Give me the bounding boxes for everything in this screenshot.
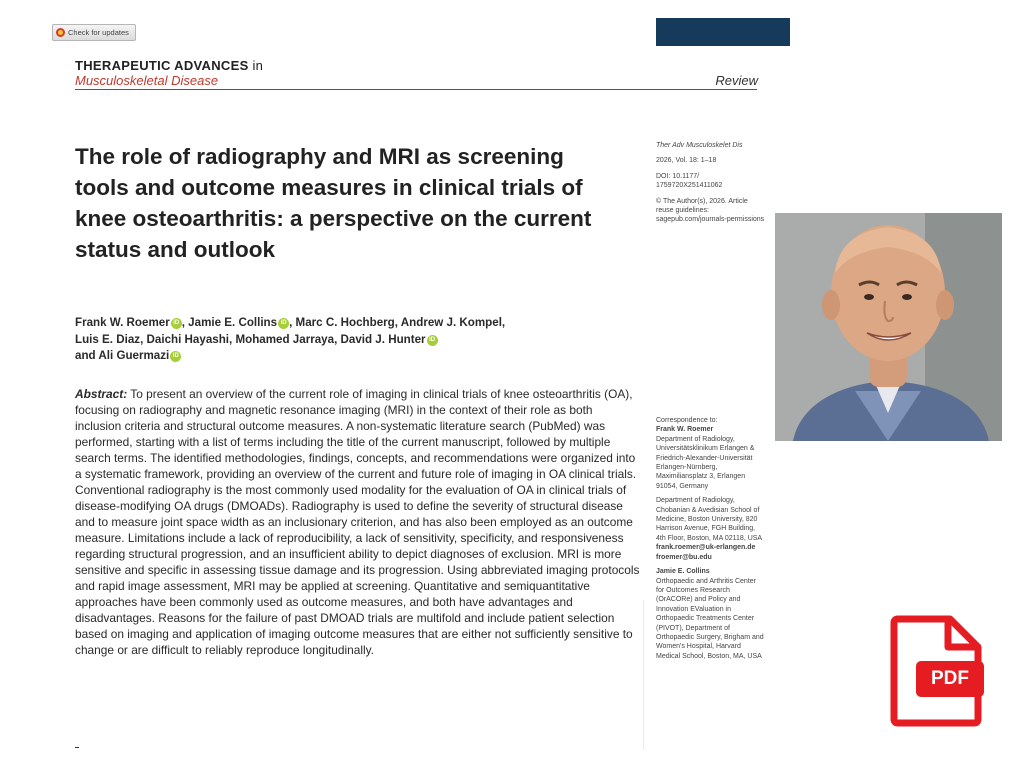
correspondence-label: Correspondence to: (656, 417, 718, 424)
author-name: Frank W. Roemer (75, 316, 170, 329)
pdf-download-icon[interactable] (880, 615, 990, 727)
author (147, 333, 236, 346)
article-type-label: Review (715, 73, 758, 88)
journal-subtitle: Musculoskeletal Disease (75, 73, 219, 88)
author-name: Jamie E. Collins (188, 316, 278, 329)
author (188, 316, 295, 329)
orcid-icon[interactable]: iD (427, 335, 438, 346)
author (401, 316, 505, 329)
corresponding-email[interactable]: frank.roemer@uk-erlangen.de froemer@bu.edu (656, 544, 756, 561)
check-for-updates-badge[interactable] (52, 24, 136, 41)
author (235, 333, 340, 346)
corresponding-affiliation: Department of Radiology, Universitätsklinikum Erlangen & Friedrich-Alexander-Universität Erlangen-Nürnberg, Maximiliansplatz 3, Erlangen 91054, Germany (656, 435, 755, 490)
author-name: and Ali Guermazi (75, 349, 170, 362)
correspondence-block (656, 416, 766, 661)
author-name: Marc C. Hochberg (295, 316, 395, 329)
corresponding-affiliation: Department of Radiology, Chobanian & Avedisian School of Medicine, Boston University, 820 Harrison Avenue, FGH Building, 4th Floor, Boston, MA 02118, USA (656, 497, 763, 542)
article-title: The role of radiography and MRI as screening tools and outcome measures in clinical trials of knee osteoarthritis: a perspective on the current status and outlook (75, 144, 592, 262)
doi[interactable]: DOI: 10.1177/ 1759720X251411062 (656, 172, 723, 190)
journal-color-bar (656, 18, 790, 46)
abstract (75, 386, 641, 658)
crossmark-icon (56, 28, 65, 37)
author-separator: , (334, 332, 341, 346)
author-name: Mohamed Jarraya (235, 332, 335, 346)
journal-connector: in (248, 58, 264, 73)
author-separator: , (181, 316, 189, 329)
corresponding-affiliation: Orthopaedic and Arthritis Center for Outcomes Research (OrACORe) and Policy and Innovation EValuation in Orthopaedic Treatments Center (PIVOT), Department of Orthopaedic Surgery, Brigham and Women's Hospital, Harvard Medical School, Boston, MA, USA (656, 577, 764, 660)
citation-sidebar (656, 141, 766, 231)
orcid-icon[interactable]: iD (170, 351, 181, 362)
page-mark (75, 747, 79, 748)
author-separator: , (229, 332, 236, 346)
author (75, 349, 181, 362)
author-name: Daichi Hayashi (146, 332, 230, 346)
author-separator: , (289, 316, 296, 329)
author-list (75, 315, 595, 365)
abstract-label: Abstract: (75, 387, 128, 401)
author (341, 333, 438, 346)
corresponding-author-name: Frank W. Roemer (656, 426, 714, 434)
author (296, 316, 401, 329)
journal-prefix: THERAPEUTIC ADVANCES (75, 58, 249, 73)
author-portrait-illustration (775, 213, 1002, 441)
abstract-text: To present an overview of the current role of imaging in clinical trials of knee osteoarthritis (OA), focusing on radiography and magnetic resonance imaging (MRI) in the context of their role as both inclusion criteria and structural outcome measures. A non-systematic literature search (PubMed) was performed, starting with a list of terms including the title of the current manuscript, followed by multiple search terms. The identified methodologies, findings, concepts, and recommendations were organized into a systematic framework, providing an overview of the current and future role of imaging in OA clinical trials. Conventional radiography is the most commonly used modality for the evaluation of OA in clinical trials of disease-modifying OA drugs (DMOADs). Radiography is used to define the severity of structural disease and to measure joint space width as an inclusionary criterion, and has also been employed as an outcome measure. Limitations include a lack of reproducibility, a lack of sensitivity, specificity, and responsiveness regarding structural progression, and an insufficient ability to depict diagnoses of exclusion. MRI is more sensitive and specific in assessing tissue damage and its progression. Using abbreviated imaging protocols and rapid image assessment, MRI may be applied at screening. Quantitative and semiquantitative approaches have been commonly used as outcome measures, and both have advantages and disadvantages. Reasons for the failure of past DMOAD trials are multifold and include patient selection based on imaging and application of imaging outcome measures that are either not sufficiently sensitive to change or are difficult to reliably reproduce longitudinally. (75, 387, 640, 657)
orcid-icon[interactable]: iD (278, 318, 289, 329)
author (75, 333, 147, 346)
volume-info: 2026, Vol. 18: 1–18 (656, 157, 717, 165)
check-for-updates-label: Check for updates (68, 28, 129, 37)
sidebar-separator (643, 600, 644, 750)
author-name: David J. Hunter (340, 332, 426, 346)
author-photo (775, 213, 1002, 441)
author-separator: , (140, 332, 147, 346)
author-name: Luis E. Diaz (75, 332, 141, 346)
copyright-notice: © The Author(s), 2026. Article reuse guidelines: sagepub.com/journals-permissions (656, 197, 765, 224)
orcid-icon[interactable]: iD (171, 318, 182, 329)
pdf-label: PDF (931, 668, 969, 689)
header-divider (75, 89, 757, 90)
journal-name (75, 58, 263, 73)
author-separator: , (394, 316, 401, 329)
author (75, 316, 188, 329)
author-separator: , (501, 316, 506, 329)
journal-abbreviation: Ther Adv Musculoskelet Dis (656, 142, 743, 149)
author-name: Andrew J. Kompel (400, 316, 502, 329)
corresponding-author-name: Jamie E. Collins (656, 568, 710, 576)
